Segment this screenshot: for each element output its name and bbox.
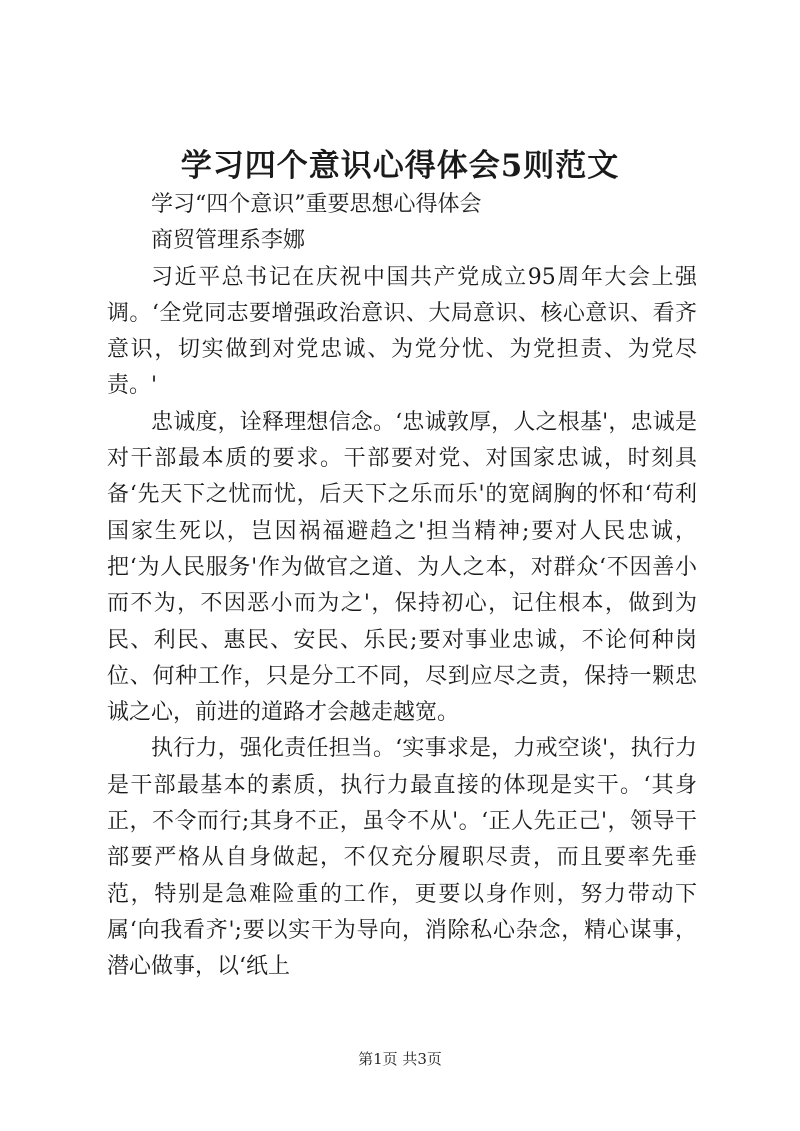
paragraph-intro: 习近平总书记在庆祝中国共产党成立95周年大会上强调。‘全党同志要增强政治意识、大局意识、核心意识、看齐意识，切实做到对党忠诚、为党分忧、为党担责、为党尽责。' <box>107 264 697 399</box>
page-number-footer: 第1页 共3页 <box>358 1050 442 1068</box>
document-body <box>107 187 697 986</box>
paragraph-subtitle: 学习“四个意识”重要思想心得体会 <box>151 192 482 217</box>
paragraph-author: 商贸管理系李娜 <box>151 228 306 254</box>
paragraph-loyalty: 忠诚度，诠释理想信念。‘忠诚敦厚，人之根基'，忠诚是对干部最本质的要求。干部要对党、对国家忠诚，时刻具备‘先天下之忧而忧，后天下之乐而乐'的宽阔胸的怀和‘苟利国家生死以，岂因祸福避趋之'担当精神;要对人民忠诚，把‘为人民服务'作为做官之道、为人之本，对群众‘不因善小而不为，不因恶小而为之'，保持初心，记住根本，做到为民、利民、惠民、安民、乐民;要对事业忠诚，不论何种岗位、何种工作，只是分工不同，尽到应尽之责，保持一颗忠诚之心，前进的道路才会越走越宽。 <box>107 409 697 726</box>
paragraph-execution: 执行力，强化责任担当。‘实事求是，力戒空谈'，执行力是干部最基本的素质，执行力最直接的体现是实干。‘其身正，不令而行;其身不正，虽令不从'。‘正人先正己'，领导干部要严格从自身做起，不仅充分履职尽责，而且要率先垂范，特别是急难险重的工作，更要以身作则，努力带动下属‘向我看齐';要以实干为导向，消除私心杂念，精心谋事，潜心做事，以‘纸上 <box>107 736 697 980</box>
document-title: 学习四个意识心得体会5则范文 <box>180 148 620 184</box>
